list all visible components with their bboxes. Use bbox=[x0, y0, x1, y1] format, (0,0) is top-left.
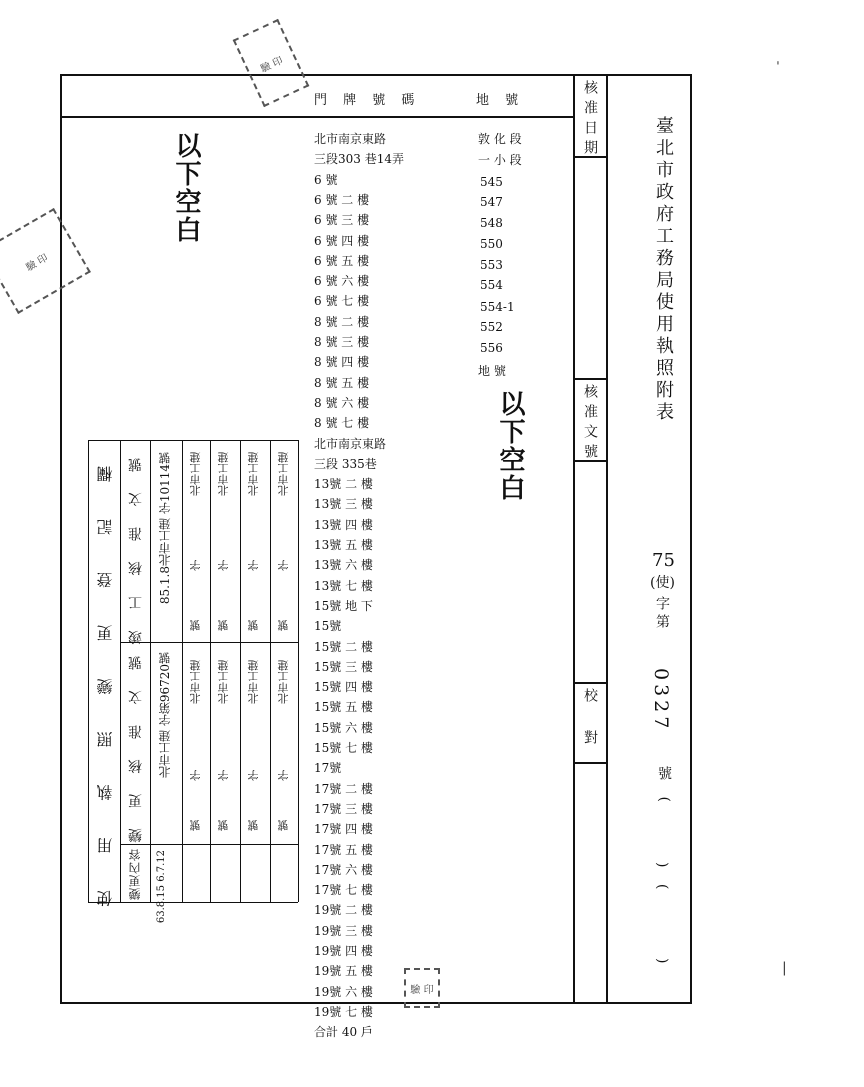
change-blank-agency: 北市工建 bbox=[217, 452, 230, 496]
lot-entry: 地 號 bbox=[478, 364, 506, 378]
lot-column-header: 地 號 bbox=[476, 93, 525, 108]
change-row1-content: 63.8.15 6.7.12 bbox=[156, 850, 167, 924]
address-entry: 8 號 三 樓 bbox=[314, 335, 370, 349]
address-entry: 8 號 二 樓 bbox=[314, 314, 370, 329]
lot-entry: 553 bbox=[480, 258, 503, 272]
lot-entry: 554 bbox=[480, 278, 503, 292]
right-panel-divider bbox=[573, 74, 575, 1004]
change-blank-hao: 號 bbox=[217, 620, 230, 631]
change-blank-agency: 北市工建 bbox=[189, 660, 202, 704]
address-entry: 15號 四 樓 bbox=[314, 680, 373, 695]
permit-hao-label: 號 ( bbox=[656, 766, 672, 808]
address-entry: 北市南京東路 bbox=[314, 436, 387, 451]
address-entry: 15號 七 樓 bbox=[314, 741, 373, 755]
address-entry: 19號 二 樓 bbox=[314, 903, 373, 918]
right-panel-inner-divider bbox=[606, 74, 608, 1004]
change-table-title: 使 用 執 照 變 更 登 記 欄 bbox=[96, 450, 115, 907]
lot-entry: 547 bbox=[480, 195, 503, 209]
approve-doc-top-divider bbox=[573, 378, 607, 380]
form-frame bbox=[60, 74, 692, 1004]
change-table-col5 bbox=[240, 440, 241, 902]
permit-paren-1: ) ( bbox=[654, 862, 670, 896]
address-entry: 17號 四 樓 bbox=[314, 822, 373, 837]
change-blank-hao: 號 bbox=[247, 820, 260, 831]
address-entry: 15號 地 下 bbox=[314, 598, 373, 613]
address-entry: 17號 二 樓 bbox=[314, 781, 373, 796]
change-blank-hao: 號 bbox=[277, 820, 290, 831]
address-entry: 8 號 五 樓 bbox=[314, 375, 370, 390]
address-entry: 15號 五 樓 bbox=[314, 700, 373, 715]
change-blank-hao: 號 bbox=[217, 820, 230, 831]
address-entry: 6 號 三 樓 bbox=[314, 213, 370, 228]
address-entry: 19號 三 樓 bbox=[314, 923, 373, 938]
address-entry: 三段 335巷 bbox=[314, 456, 377, 471]
change-blank-hao: 號 bbox=[247, 620, 260, 631]
lot-entry: 一 小 段 bbox=[478, 153, 522, 167]
margin-tick: | bbox=[782, 960, 787, 976]
address-entry: 15號 六 樓 bbox=[314, 720, 373, 735]
change-blank-agency: 北市工建 bbox=[277, 660, 290, 704]
address-entry: 17號 七 樓 bbox=[314, 883, 373, 898]
address-entry: 19號 六 樓 bbox=[314, 984, 373, 999]
lot-entry: 敦 化 段 bbox=[478, 132, 522, 146]
address-entry: 15號 二 樓 bbox=[314, 639, 373, 654]
approval-stamp-left: 驗 印 bbox=[0, 208, 91, 314]
permit-year: 75 bbox=[652, 550, 675, 571]
approval-stamp-bottom: 驗 印 bbox=[404, 968, 440, 1008]
change-blank-hao: 號 bbox=[277, 620, 290, 631]
address-entry: 8 號 六 樓 bbox=[314, 395, 370, 410]
middle-blank-note: 以下空白 bbox=[495, 390, 525, 502]
address-entry: 17號 六 樓 bbox=[314, 862, 373, 877]
header-divider bbox=[60, 116, 574, 118]
approve-doc-label: 核准文號 bbox=[582, 384, 598, 464]
address-entry: 13號 七 樓 bbox=[314, 578, 373, 593]
address-entry: 13號 五 樓 bbox=[314, 538, 373, 552]
address-entry: 北市南京東路 bbox=[314, 132, 387, 146]
change-blank-agency: 北市工建 bbox=[189, 452, 202, 496]
address-entry: 19號 四 樓 bbox=[314, 944, 373, 958]
approval-stamp-top: 驗 印 bbox=[233, 19, 310, 107]
lot-entry: 554-1 bbox=[480, 300, 515, 314]
change-blank-zi: 字 bbox=[189, 560, 202, 571]
margin-tick: ˈ bbox=[776, 60, 780, 76]
address-entry: 6 號 二 樓 bbox=[314, 192, 370, 207]
address-entry: 19號 七 樓 bbox=[314, 1004, 373, 1019]
address-entry: 13號 四 樓 bbox=[314, 517, 373, 532]
address-entry: 19號 五 樓 bbox=[314, 964, 373, 979]
change-blank-zi: 字 bbox=[247, 770, 260, 781]
address-entry: 8 號 四 樓 bbox=[314, 355, 370, 370]
address-entry: 8 號 七 樓 bbox=[314, 416, 370, 431]
address-entry: 6 號 七 樓 bbox=[314, 294, 370, 309]
change-row1-change: 北市工建 字第96720號 bbox=[158, 652, 172, 778]
change-table-row-a bbox=[120, 642, 298, 643]
change-blank-agency: 北市工建 bbox=[247, 452, 260, 496]
change-blank-hao: 號 bbox=[189, 820, 202, 831]
lot-entry: 548 bbox=[480, 216, 503, 230]
approve-date-label: 核准日期 bbox=[582, 80, 598, 160]
change-blank-zi: 字 bbox=[277, 770, 290, 781]
address-entry: 6 號 六 樓 bbox=[314, 274, 370, 289]
change-table-right bbox=[298, 440, 299, 902]
address-entry: 13號 三 樓 bbox=[314, 497, 373, 512]
address-entry: 6 號 五 樓 bbox=[314, 253, 370, 268]
permit-number: 0327 bbox=[650, 668, 672, 733]
change-header-change: 變 更 核 准 文 號 bbox=[128, 648, 144, 843]
change-table-col4 bbox=[210, 440, 211, 902]
proof-label: 校對 bbox=[582, 688, 598, 772]
change-table-col1 bbox=[120, 440, 121, 902]
address-entry: 17號 bbox=[314, 761, 342, 776]
address-entry: 合計 40 戶 bbox=[314, 1025, 373, 1040]
permit-type: (使) bbox=[650, 575, 675, 591]
change-blank-zi: 字 bbox=[277, 560, 290, 571]
permit-zi-label: 字第 bbox=[654, 596, 670, 632]
address-entry: 17號 五 樓 bbox=[314, 842, 373, 857]
change-row1-build: 85.1.8北市工建 字10114號 bbox=[158, 452, 172, 605]
address-entry: 17號 三 樓 bbox=[314, 801, 373, 816]
lot-entry: 545 bbox=[480, 175, 503, 189]
change-table-bottom bbox=[88, 902, 298, 903]
address-entry: 13號 六 樓 bbox=[314, 558, 373, 573]
change-header-build: 竣 工 核 准 文 號 bbox=[128, 450, 144, 645]
change-blank-zi: 字 bbox=[189, 770, 202, 781]
change-blank-zi: 字 bbox=[247, 560, 260, 571]
lot-entry: 556 bbox=[480, 341, 503, 355]
permit-paren-2: ) bbox=[654, 958, 670, 964]
left-blank-note: 以下空白 bbox=[171, 132, 201, 244]
change-blank-zi: 字 bbox=[217, 560, 230, 571]
change-table-col2 bbox=[150, 440, 151, 902]
lot-entry: 550 bbox=[480, 237, 503, 251]
proof-top-divider bbox=[573, 682, 607, 684]
change-table-left bbox=[88, 440, 89, 902]
change-blank-agency: 北市工建 bbox=[277, 452, 290, 496]
change-table-col3 bbox=[182, 440, 183, 902]
address-entry: 三段303 巷14弄 bbox=[314, 152, 404, 167]
change-header-content: 變更內容 bbox=[128, 848, 142, 900]
lot-entry: 552 bbox=[480, 320, 503, 334]
change-blank-hao: 號 bbox=[189, 620, 202, 631]
address-entry: 13號 二 樓 bbox=[314, 477, 373, 492]
address-entry: 6 號 四 樓 bbox=[314, 233, 370, 248]
address-entry: 15號 bbox=[314, 619, 342, 634]
change-table-col6 bbox=[270, 440, 271, 902]
address-entry: 15號 三 樓 bbox=[314, 659, 373, 674]
change-blank-zi: 字 bbox=[217, 770, 230, 781]
change-blank-agency: 北市工建 bbox=[247, 660, 260, 704]
change-blank-agency: 北市工建 bbox=[217, 660, 230, 704]
address-column-header: 門 牌 號 碼 bbox=[314, 93, 421, 108]
address-entry: 6 號 bbox=[314, 172, 338, 187]
change-table-row-b bbox=[120, 844, 298, 845]
form-title: 臺北市政府工務局使用執照附表 bbox=[653, 116, 674, 424]
